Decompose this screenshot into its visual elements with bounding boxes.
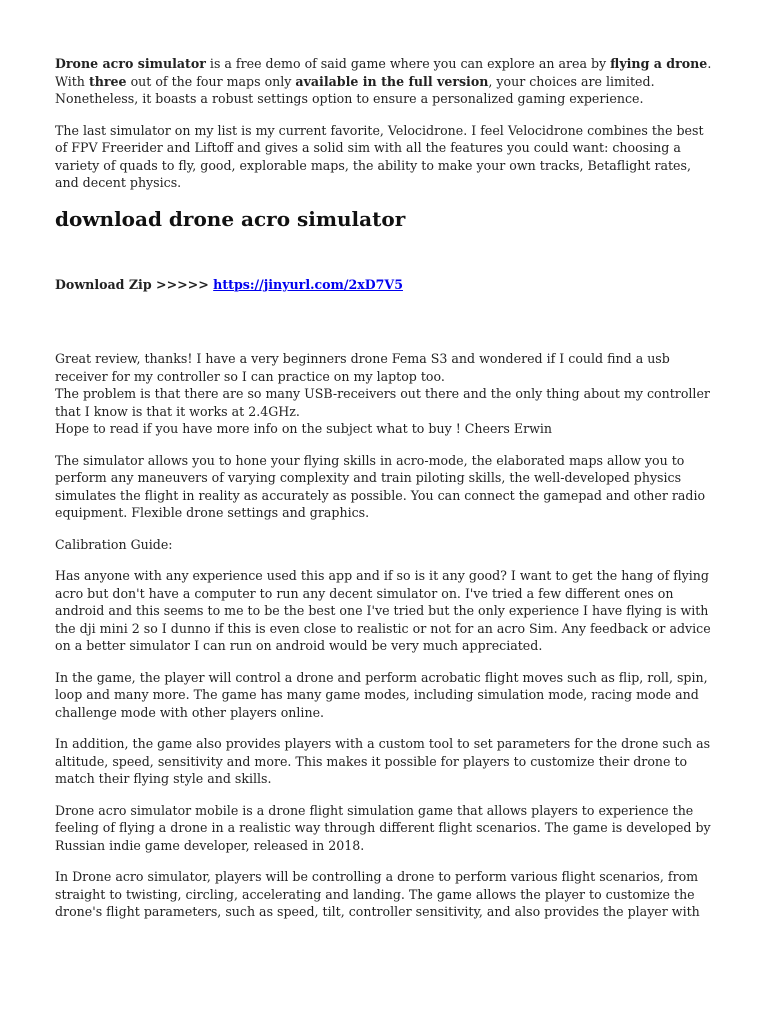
intro-text-4: , your choices are limited. Nonetheless, it boasts a robust settings option to ensure a personalized gaming experience. xyxy=(55,73,655,106)
scenarios-paragraph: In Drone acro simulator, players will be controlling a drone to perform various flight scenarios, from straight to twisting, circling, accelerating and landing. The game allows the player to customize the drone's flight parameters, such as speed, tilt, controller sensitivity, and also provides the player with xyxy=(55,869,700,919)
intro-paragraph xyxy=(55,55,717,108)
gameplay-paragraph: In the game, the player will control a drone and perform acrobatic flight moves such as flip, roll, spin, loop and many more. The game has many game modes, including simulation mode, racing mode and challenge mode with other players online. xyxy=(55,669,708,720)
question-paragraph: Has anyone with any experience used this app and if so is it any good? I want to get the hang of flying acro but don't have a computer to run any decent simulator on. I've tried a few different ones on android and this seems to me to be the best one I've tried but the only experience I have flying is with the dji mini 2 so I dunno if this is even close to realistic or not for an acro Sim. Any feedback or advice on a better simulator I can run on android would be very much appreciated. xyxy=(55,568,711,653)
spacer xyxy=(55,293,717,350)
comment-paragraph xyxy=(55,350,717,438)
bold-phrase-drone-acro-simulator: Drone acro simulator xyxy=(55,56,206,71)
calibration-guide-label: Calibration Guide: xyxy=(55,536,173,552)
comment-line-1: Great review, thanks! I have a very beginners drone Fema S3 and wondered if I could find a usb receiver for my controller so I can practice on my laptop too. xyxy=(55,351,670,384)
intro-text-1: is a free demo of said game where you can explore an area by xyxy=(205,56,611,71)
intro-text-2: . With xyxy=(55,56,712,89)
velocidrone-paragraph: The last simulator on my list is my current favorite, Velocidrone. I feel Velocidrone combines the best of FPV Freerider and Liftoff and gives a solid sim with all the features you could want: choosing a variety of quads to fly, good, explorable maps, the ability to make your own tracks, Betaflight rates, and decent physics. xyxy=(55,122,704,190)
download-label: Download Zip >>>>> xyxy=(55,276,214,292)
document-page xyxy=(55,55,717,935)
download-line xyxy=(55,276,717,294)
comment-line-2: The problem is that there are so many USB-receivers out there and the only thing about my controller that I know is that it works at 2.4GHz. xyxy=(55,386,710,419)
page-heading: download drone acro simulator xyxy=(55,206,406,231)
custom-tool-paragraph: In addition, the game also provides players with a custom tool to set parameters for the drone such as altitude, speed, sensitivity and more. This makes it possible for players to customize their drone to match their flying style and skills. xyxy=(55,736,711,786)
bold-phrase-full-version: available in the full version xyxy=(295,73,489,89)
comment-line-3: Hope to read if you have more info on the subject what to buy ! Cheers Erwin xyxy=(55,421,553,436)
mobile-paragraph: Drone acro simulator mobile is a drone flight simulation game that allows players to experience the feeling of flying a drone in a realistic way through different flight scenarios. The game is developed by Russian indie game developer, released in 2018. xyxy=(55,802,711,853)
bold-phrase-three: three xyxy=(88,73,127,89)
download-link[interactable]: https://jinyurl.com/2xD7V5 xyxy=(213,276,403,292)
bold-phrase-flying-a-drone: flying a drone xyxy=(610,56,708,71)
simulator-paragraph: The simulator allows you to hone your flying skills in acro-mode, the elaborated maps allow you to perform any maneuvers of varying complexity and train piloting skills, the well-developed physics simulates the flight in reality as accurately as possible. You can connect the gamepad and other radio equipment. Flexible drone settings and graphics. xyxy=(55,452,706,520)
intro-text-3: out of the four maps only xyxy=(126,73,296,89)
